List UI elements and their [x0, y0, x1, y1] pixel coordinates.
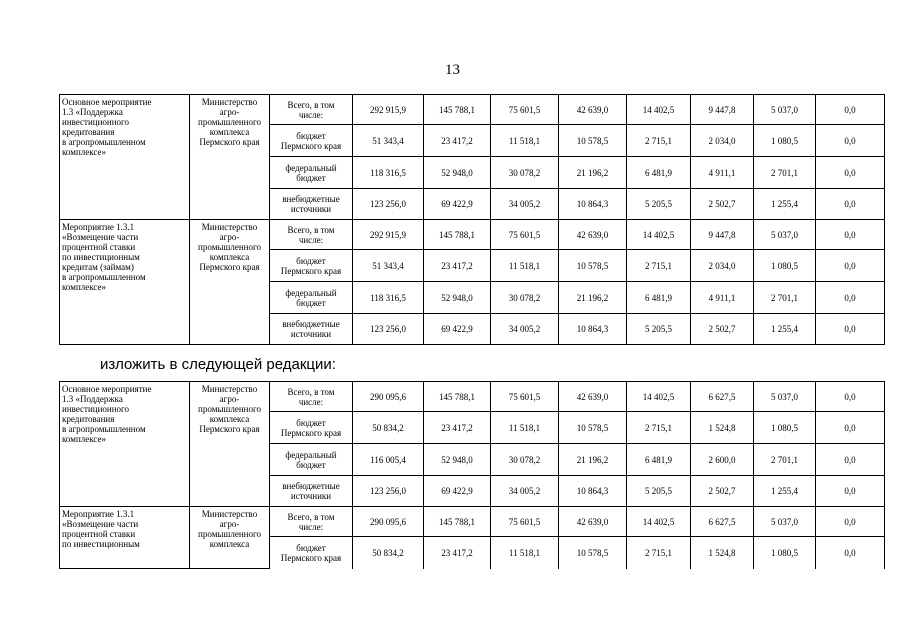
- amount-cell: 292 915,9: [353, 220, 424, 250]
- amount-cell: 0,0: [816, 157, 885, 189]
- table-row: [60, 95, 885, 125]
- executor-line: промышленного: [198, 117, 261, 127]
- amount-cell: 0,0: [816, 382, 885, 412]
- amount-cell: 5 037,0: [754, 220, 816, 250]
- amount-cell: 23 417,2: [424, 125, 491, 157]
- executor-line: промышленного: [198, 529, 261, 539]
- source-line: числе:: [298, 521, 324, 532]
- amount-cell: 1 255,4: [754, 476, 816, 507]
- source-line: бюджет: [296, 172, 326, 183]
- executor-line: Пермского края: [199, 424, 260, 434]
- amount-cell: 2 701,1: [754, 444, 816, 476]
- activity-line: Основное мероприятие: [62, 384, 152, 394]
- executor-line: Министерство: [201, 509, 258, 519]
- executor-line: Пермского края: [199, 262, 260, 272]
- amount-cell: 290 095,6: [353, 382, 424, 412]
- activity-line: кредитования: [62, 127, 115, 137]
- amount-cell: 290 095,6: [353, 507, 424, 537]
- activity-line: по инвестиционным: [62, 539, 140, 549]
- amount-cell: 1 524,8: [691, 537, 754, 569]
- activity-line: 1.3 «Поддержка: [62, 107, 123, 117]
- source-line: числе:: [298, 234, 324, 245]
- activity-line: комплексе»: [62, 434, 106, 444]
- amount-cell: 34 005,2: [491, 314, 559, 345]
- amount-cell: 0,0: [816, 507, 885, 537]
- executor-cell: [190, 95, 270, 220]
- amount-cell: 6 481,9: [627, 157, 691, 189]
- amount-cell: 118 316,5: [353, 157, 424, 189]
- amount-cell: 5 037,0: [754, 507, 816, 537]
- activity-line: в агропромышленном: [62, 272, 146, 282]
- page-number: 13: [445, 62, 460, 78]
- source-line: Всего, в том: [287, 99, 335, 110]
- amount-cell: 34 005,2: [491, 476, 559, 507]
- amount-cell: 6 627,5: [691, 507, 754, 537]
- amount-cell: 14 402,5: [627, 95, 691, 125]
- amount-cell: 116 005,4: [353, 444, 424, 476]
- amount-cell: 2 034,0: [691, 125, 754, 157]
- funding-source-cell: [270, 95, 353, 125]
- amount-cell: 10 578,5: [559, 125, 627, 157]
- amount-cell: 10 578,5: [559, 412, 627, 444]
- funding-source-cell: [270, 220, 353, 250]
- table-row: [60, 382, 885, 412]
- amount-cell: 2 502,7: [691, 189, 754, 220]
- source-line: внебюджетные: [282, 194, 340, 204]
- executor-line: Министерство: [201, 97, 258, 107]
- amount-cell: 21 196,2: [559, 444, 627, 476]
- activity-line: кредитам (займам): [62, 262, 134, 272]
- activity-line: инвестиционного: [62, 404, 130, 414]
- amount-cell: 4 911,1: [691, 157, 754, 189]
- amount-cell: 51 343,4: [353, 125, 424, 157]
- funding-source-cell: [270, 444, 353, 476]
- activity-line: «Возмещение части: [62, 232, 139, 242]
- executor-line: агро-: [219, 232, 240, 242]
- activity-line: комплексе»: [62, 147, 106, 157]
- activity-cell: [60, 507, 190, 569]
- activity-line: процентной ставки: [62, 529, 136, 539]
- amount-cell: 10 864,3: [559, 189, 627, 220]
- executor-line: Министерство: [201, 222, 258, 232]
- source-line: федеральный: [285, 449, 337, 460]
- amount-cell: 0,0: [816, 444, 885, 476]
- amount-cell: 21 196,2: [559, 282, 627, 314]
- amount-cell: 23 417,2: [424, 412, 491, 444]
- amount-cell: 14 402,5: [627, 220, 691, 250]
- activity-cell: [60, 220, 190, 345]
- amount-cell: 5 205,5: [627, 189, 691, 220]
- executor-line: агро-: [219, 394, 240, 404]
- amount-cell: 0,0: [816, 314, 885, 345]
- executor-line: комплекса: [209, 127, 250, 137]
- funding-source-cell: [270, 157, 353, 189]
- executor-line: агро-: [219, 107, 240, 117]
- activity-line: процентной ставки: [62, 242, 136, 252]
- executor-line: промышленного: [198, 404, 261, 414]
- executor-line: Пермского края: [199, 137, 260, 147]
- amount-cell: 145 788,1: [424, 507, 491, 537]
- source-line: внебюджетные: [282, 481, 340, 491]
- amount-cell: 52 948,0: [424, 282, 491, 314]
- source-line: Пермского края: [280, 427, 342, 438]
- activity-line: по инвестиционным: [62, 252, 140, 262]
- source-line: Всего, в том: [287, 224, 335, 235]
- amount-cell: 75 601,5: [491, 507, 559, 537]
- amount-cell: 0,0: [816, 476, 885, 507]
- funding-table-current: [59, 94, 885, 345]
- funding-source-cell: [270, 125, 353, 157]
- amount-cell: 11 518,1: [491, 125, 559, 157]
- amount-cell: 1 255,4: [754, 189, 816, 220]
- activity-line: «Возмещение части: [62, 519, 139, 529]
- amount-cell: 2 715,1: [627, 412, 691, 444]
- amount-cell: 2 701,1: [754, 157, 816, 189]
- amount-cell: 2 701,1: [754, 282, 816, 314]
- activity-line: комплексе»: [62, 282, 106, 292]
- amount-cell: 50 834,2: [353, 537, 424, 569]
- amount-cell: 23 417,2: [424, 250, 491, 282]
- source-line: Пермского края: [280, 552, 342, 563]
- source-line: бюджет: [296, 417, 326, 428]
- amount-cell: 51 343,4: [353, 250, 424, 282]
- amount-cell: 69 422,9: [424, 314, 491, 345]
- amount-cell: 123 256,0: [353, 476, 424, 507]
- amount-cell: 0,0: [816, 412, 885, 444]
- amount-cell: 2 715,1: [627, 250, 691, 282]
- amount-cell: 42 639,0: [559, 95, 627, 125]
- amount-cell: 5 037,0: [754, 382, 816, 412]
- funding-source-cell: [270, 382, 353, 412]
- amount-cell: 0,0: [816, 537, 885, 569]
- amount-cell: 42 639,0: [559, 507, 627, 537]
- amount-cell: 2 715,1: [627, 537, 691, 569]
- source-line: федеральный: [285, 287, 337, 298]
- executor-cell: [190, 382, 270, 507]
- amount-cell: 10 578,5: [559, 250, 627, 282]
- amount-cell: 11 518,1: [491, 537, 559, 569]
- amount-cell: 145 788,1: [424, 382, 491, 412]
- amount-cell: 5 037,0: [754, 95, 816, 125]
- table-row: [60, 507, 885, 537]
- amount-cell: 9 447,8: [691, 95, 754, 125]
- amount-cell: 75 601,5: [491, 95, 559, 125]
- amount-cell: 1 080,5: [754, 250, 816, 282]
- amount-cell: 52 948,0: [424, 444, 491, 476]
- amount-cell: 1 255,4: [754, 314, 816, 345]
- activity-line: Основное мероприятие: [62, 97, 152, 107]
- amount-cell: 2 502,7: [691, 314, 754, 345]
- amount-cell: 2 034,0: [691, 250, 754, 282]
- amount-cell: 23 417,2: [424, 537, 491, 569]
- amount-cell: 6 481,9: [627, 282, 691, 314]
- activity-cell: [60, 95, 190, 220]
- amount-cell: 11 518,1: [491, 412, 559, 444]
- funding-source-cell: [270, 282, 353, 314]
- amount-cell: 10 864,3: [559, 314, 627, 345]
- amendment-phrase: изложить в следующей редакции:: [100, 356, 336, 373]
- source-line: Всего, в том: [287, 511, 335, 522]
- activity-line: 1.3 «Поддержка: [62, 394, 123, 404]
- amount-cell: 14 402,5: [627, 382, 691, 412]
- amount-cell: 0,0: [816, 282, 885, 314]
- activity-cell: [60, 382, 190, 507]
- amount-cell: 69 422,9: [424, 476, 491, 507]
- amount-cell: 145 788,1: [424, 95, 491, 125]
- activity-line: кредитования: [62, 414, 115, 424]
- amount-cell: 30 078,2: [491, 282, 559, 314]
- amount-cell: 30 078,2: [491, 157, 559, 189]
- activity-line: инвестиционного: [62, 117, 130, 127]
- activity-line: Мероприятие 1.3.1: [62, 509, 135, 519]
- amount-cell: 1 080,5: [754, 537, 816, 569]
- source-line: бюджет: [296, 542, 326, 553]
- source-line: источники: [290, 329, 332, 339]
- amount-cell: 10 864,3: [559, 476, 627, 507]
- amount-cell: 14 402,5: [627, 507, 691, 537]
- amount-cell: 123 256,0: [353, 314, 424, 345]
- amount-cell: 75 601,5: [491, 220, 559, 250]
- amount-cell: 123 256,0: [353, 189, 424, 220]
- amount-cell: 2 502,7: [691, 476, 754, 507]
- amount-cell: 11 518,1: [491, 250, 559, 282]
- funding-source-cell: [270, 314, 353, 345]
- source-line: числе:: [298, 109, 324, 120]
- amount-cell: 145 788,1: [424, 220, 491, 250]
- funding-source-cell: [270, 507, 353, 537]
- amount-cell: 6 627,5: [691, 382, 754, 412]
- amount-cell: 0,0: [816, 220, 885, 250]
- source-line: Пермского края: [280, 265, 342, 276]
- amount-cell: 52 948,0: [424, 157, 491, 189]
- amount-cell: 21 196,2: [559, 157, 627, 189]
- executor-cell: [190, 220, 270, 345]
- executor-line: промышленного: [198, 242, 261, 252]
- source-line: Пермского края: [280, 140, 342, 151]
- executor-line: агро-: [219, 519, 240, 529]
- amount-cell: 2 715,1: [627, 125, 691, 157]
- source-line: бюджет: [296, 297, 326, 308]
- funding-source-cell: [270, 476, 353, 507]
- amount-cell: 42 639,0: [559, 382, 627, 412]
- funding-source-cell: [270, 537, 353, 569]
- executor-line: комплекса: [209, 252, 250, 262]
- amount-cell: 0,0: [816, 189, 885, 220]
- source-line: федеральный: [285, 162, 337, 173]
- source-line: бюджет: [296, 130, 326, 141]
- amount-cell: 5 205,5: [627, 476, 691, 507]
- funding-source-cell: [270, 412, 353, 444]
- amount-cell: 69 422,9: [424, 189, 491, 220]
- table-row: [60, 220, 885, 250]
- amount-cell: 4 911,1: [691, 282, 754, 314]
- activity-line: Мероприятие 1.3.1: [62, 222, 135, 232]
- funding-source-cell: [270, 250, 353, 282]
- source-line: внебюджетные: [282, 319, 340, 329]
- amount-cell: 0,0: [816, 125, 885, 157]
- amount-cell: 75 601,5: [491, 382, 559, 412]
- source-line: бюджет: [296, 255, 326, 266]
- amount-cell: 2 600,0: [691, 444, 754, 476]
- amount-cell: 0,0: [816, 95, 885, 125]
- source-line: числе:: [298, 396, 324, 407]
- amount-cell: 42 639,0: [559, 220, 627, 250]
- activity-line: в агропромышленном: [62, 137, 146, 147]
- amount-cell: 0,0: [816, 250, 885, 282]
- executor-line: Министерство: [201, 384, 258, 394]
- amount-cell: 34 005,2: [491, 189, 559, 220]
- executor-line: комплекса: [209, 539, 250, 549]
- source-line: Всего, в том: [287, 386, 335, 397]
- source-line: бюджет: [296, 459, 326, 470]
- amount-cell: 118 316,5: [353, 282, 424, 314]
- amount-cell: 9 447,8: [691, 220, 754, 250]
- amount-cell: 10 578,5: [559, 537, 627, 569]
- amount-cell: 292 915,9: [353, 95, 424, 125]
- amount-cell: 1 080,5: [754, 412, 816, 444]
- amount-cell: 5 205,5: [627, 314, 691, 345]
- source-line: источники: [290, 491, 332, 501]
- activity-line: в агропромышленном: [62, 424, 146, 434]
- amount-cell: 1 080,5: [754, 125, 816, 157]
- amount-cell: 50 834,2: [353, 412, 424, 444]
- amount-cell: 1 524,8: [691, 412, 754, 444]
- funding-table-new: [59, 381, 885, 569]
- source-line: источники: [290, 204, 332, 214]
- amount-cell: 30 078,2: [491, 444, 559, 476]
- amount-cell: 6 481,9: [627, 444, 691, 476]
- executor-cell: [190, 507, 270, 569]
- funding-source-cell: [270, 189, 353, 220]
- executor-line: комплекса: [209, 414, 250, 424]
